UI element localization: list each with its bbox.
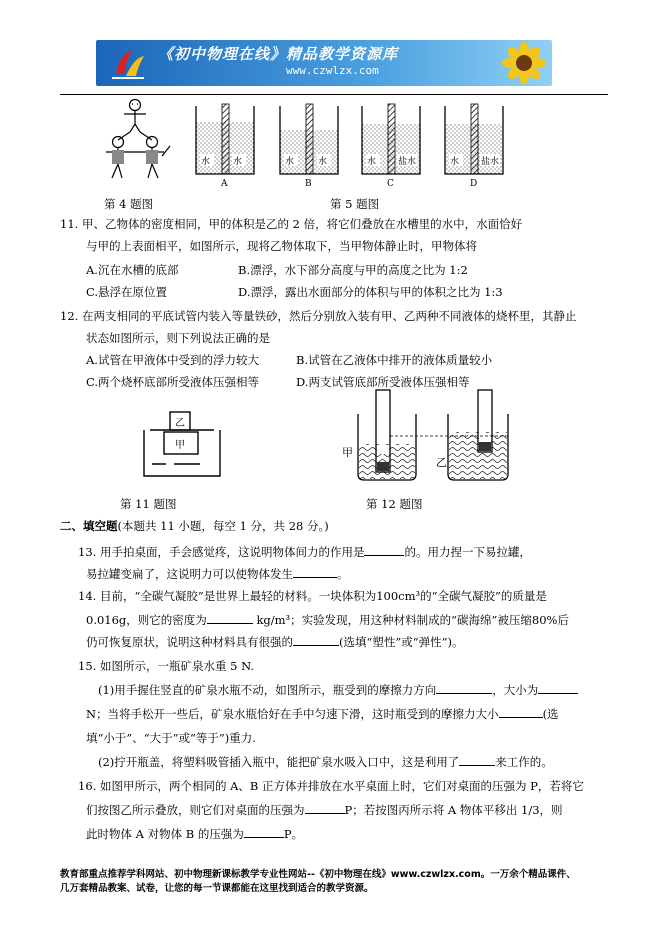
figure-11-tank [140,400,224,480]
header-banner [96,40,552,86]
q15-line-3: N；当将手松开一些后，矿泉水瓶恰好在手中匀速下滑，这时瓶受到的摩擦力大小 (选 [86,707,559,721]
fig5-d-left: 水 [450,157,460,167]
q12-option-a: A.试管在甲液体中受到的浮力较大 [86,353,259,367]
section-2-title [60,518,329,534]
q16-line-3: 此时物体 A 对物体 B 的压强为 P。 [86,827,304,841]
fig5-a-right: 水 [233,157,243,167]
q15-line-5: (2)拧开瓶盖，将塑料吸管插入瓶中，能把矿泉水吸入口中，这是利用了 来工作的。 [98,755,553,769]
q12-option-b: B.试管在乙液体中排开的液体质量较小 [296,353,493,367]
fig12-label-right: 乙 [436,456,447,469]
footer-line-1: 教育部重点推荐学科网站、初中物理新课标教学专业性网站--《初中物理在线》www.czwlzx.com。一万余个精品课件、 [60,869,576,880]
q14-line-2: 0.016g，则它的密度为 kg/m³；实验发现，用这种材料制成的“碳海绵”被压缩80%后 [86,613,569,627]
q15-line-4: 填“小于”、“大于”或“等于”)重力. [86,731,256,745]
q11-option-a: A.沉在水槽的底部 [86,263,179,277]
fig5-d-right: 盐水 [481,157,500,167]
fig11-caption: 第 11 题图 [120,497,177,511]
fig5-caption: 第 5 题图 [330,197,380,211]
fig5-c-left: 水 [367,157,377,167]
sunflower-icon [502,42,546,84]
banner-title: 《初中物理在线》精品教学资源库 [158,45,399,63]
section-2-heading: 二、填空题 [60,519,118,533]
fig11-label-bottom: 甲 [175,440,185,451]
q13-line-2: 易拉罐变扁了，这说明力可以使物体发生 。 [86,567,349,581]
fig5-label-a: A [221,179,228,189]
fig4-caption: 第 4 题图 [104,197,154,211]
fig5-a-left: 水 [201,157,211,167]
q12-stem-2: 状态如图所示，则下列说法正确的是 [86,331,270,345]
footer-line-2: 几万套精品教案、试卷，让您的每一节课都能在这里找到适合的教学资源。 [60,883,374,894]
banner-url: www.czwlzx.com [286,64,379,77]
q14-line-1: 14. 目前，“全碳气凝胶”是世界上最轻的材料。一块体积为100cm³的“全碳气凝胶”的质量是 [78,589,547,603]
q16-line-2: 们按图乙所示叠放，则它们对桌面的压强为 P；若按图丙所示将 A 物体平移出 1/3，则 [86,803,563,817]
q11-option-b: B.漂浮，水下部分高度与甲的高度之比为 1:2 [238,263,468,277]
q16-line-1: 16. 如图甲所示，两个相同的 A、B 正方体并排放在水平桌面上时，它们对桌面的压强为 P，若将它 [78,779,584,793]
q11-stem-2: 与甲的上表面相平，如图所示，现将乙物体取下，当甲物体静止时，甲物体将 [86,239,477,253]
fig5-label-d: D [470,179,478,189]
header-rule [60,94,608,95]
fig12-label-left: 甲 [342,446,353,459]
figure-4-acrobats [96,98,174,190]
q15-line-1: 15. 如图所示，一瓶矿泉水重 5 N. [78,659,255,673]
fig5-b-right: 水 [318,157,328,167]
q12-stem-1: 12. 在两支相同的平底试管内装入等量铁砂，然后分别放入装有甲、乙两种不同液体的烧杯里，其静止 [60,309,577,323]
q15-line-2: (1)用手握住竖直的矿泉水瓶不动，如图所示，瓶受到的摩擦力方向 ，大小为 [98,680,658,700]
site-logo-icon [108,44,148,82]
fig12-caption: 第 12 题图 [366,497,423,511]
figure-12-beakers [340,386,526,486]
q11-stem-1: 11. 甲、乙物体的密度相同，甲的体积是乙的 2 倍，将它们叠放在水槽里的水中，水面恰好 [60,217,523,231]
fig5-b-left: 水 [285,157,295,167]
q13-line-1: 13. 用手拍桌面，手会感觉疼，这说明物体间力的作用是 的。用力捏一下易拉罐， [78,545,531,559]
q12-option-d: D.两支试管底部所受液体压强相等 [296,375,470,389]
section-2-desc: (本题共 11 小题，每空 1 分，共 28 分。) [117,519,329,533]
fig5-label-b: B [305,179,312,189]
fig5-c-right: 盐水 [398,157,417,167]
figure-5-containers [190,100,512,190]
q11-option-c: C.悬浮在原位置 [86,285,168,299]
q14-line-3: 仍可恢复原状，说明这种材料具有很强的 (选填“塑性”或“弹性”)。 [86,635,464,649]
fig5-label-c: C [387,179,394,189]
q12-option-c: C.两个烧杯底部所受液体压强相等 [86,375,260,389]
q11-option-d: D.漂浮，露出水面部分的体积与甲的体积之比为 1:3 [238,285,503,299]
fig11-label-top: 乙 [175,418,185,429]
